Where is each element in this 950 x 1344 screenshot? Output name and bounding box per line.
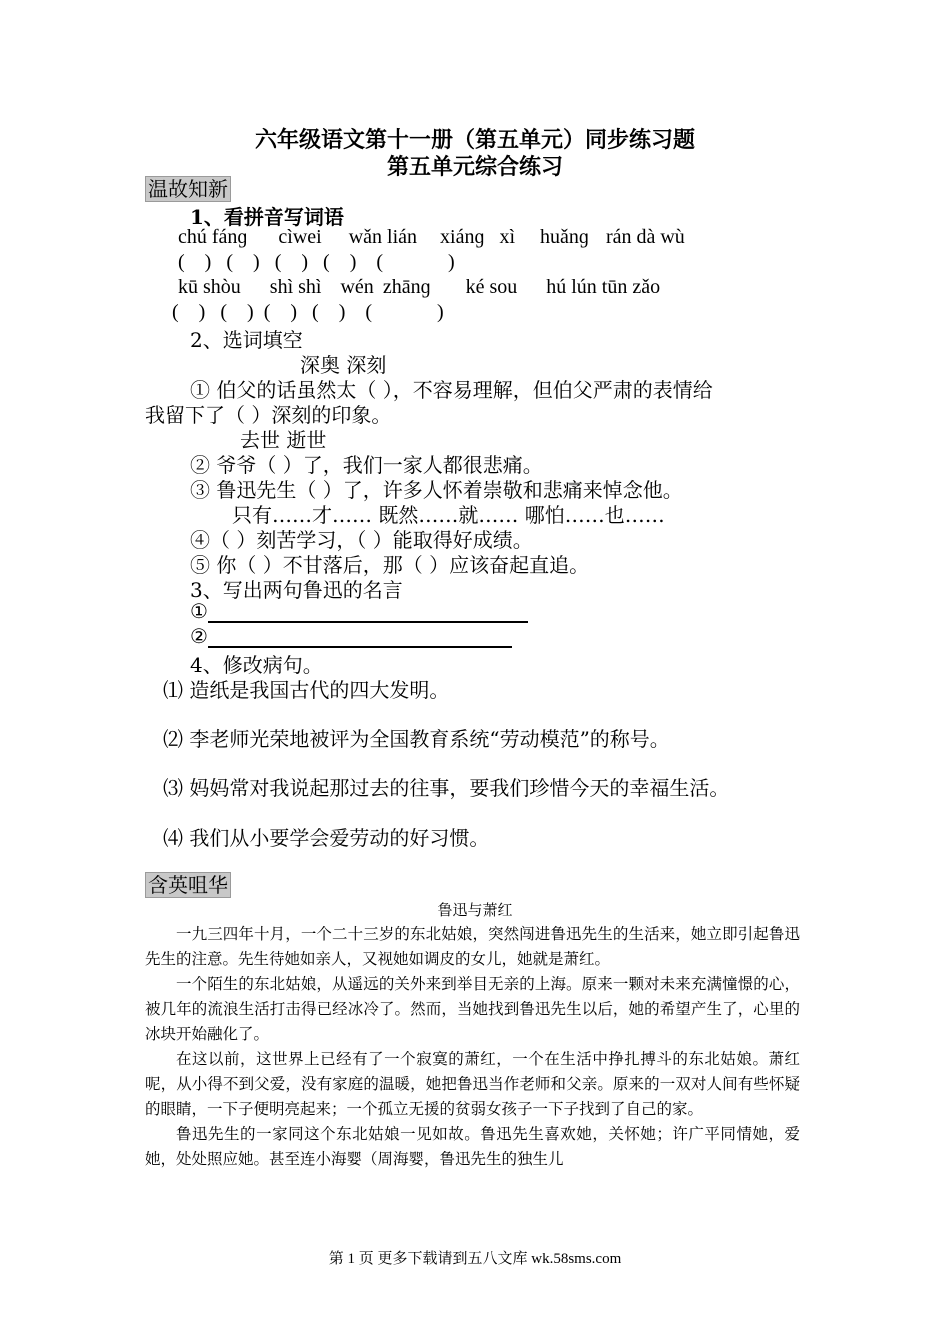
doc-subtitle: 第五单元综合练习 <box>386 154 563 180</box>
answer-blank[interactable]: ( ) <box>226 251 260 273</box>
pinyin-row-1 <box>178 226 685 249</box>
answer-blank[interactable]: ( ) <box>263 301 298 323</box>
answer-blank[interactable]: ( ) <box>178 251 212 273</box>
pinyin-word: huǎnɡ <box>540 226 589 248</box>
q1-heading: 1、看拼音写词语 <box>190 205 344 229</box>
word-choice-group: 去世 逝世 <box>240 428 327 452</box>
item-marker: ① <box>190 599 208 623</box>
answer-blank[interactable]: ( ) <box>365 301 444 323</box>
pinyin-word: rán dà wù <box>605 226 685 248</box>
pinyin-word: hú lún tūn zǎo <box>546 276 661 298</box>
sentence-to-correct: ⑷ 我们从小要学会爱劳动的好习惯。 <box>163 826 490 850</box>
sentence-to-correct: ⑵ 李老师光荣地被评为全国教育系统“劳动模范”的称号。 <box>163 727 670 751</box>
pinyin-word: chú fánɡ <box>178 226 248 248</box>
answer-blank[interactable]: ( ) <box>312 301 346 323</box>
pinyin-word: kū shòu <box>178 276 241 298</box>
reading-passage <box>145 922 800 1172</box>
sentence-to-correct: ⑶ 妈妈常对我说起那过去的往事，要我们珍惜今天的幸福生活。 <box>163 776 730 800</box>
answer-underline[interactable] <box>208 603 528 623</box>
answer-blank[interactable]: ( ) <box>172 301 206 323</box>
passage-paragraph: 在这以前，这世界上已经有了一个寂寞的萧红，一个在生活中挣扎搏斗的东北姑娘。萧红呢，从小得不到父爱，没有家庭的温暖，她把鲁迅当作老师和父亲。原来的一双对人间有些怀疑的眼睛，一下子便明亮起来；一个孤立无援的贫弱女孩子一下子找到了自己的家。 <box>145 1050 800 1118</box>
sentence-to-correct: ⑴ 造纸是我国古代的四大发明。 <box>163 678 450 702</box>
passage-paragraph: 一九三四年十月，一个二十三岁的东北姑娘，突然闯进鲁迅先生的生活来，她立即引起鲁迅先生的注意。先生待她如亲人，又视她如调皮的女儿，她就是萧红。 <box>145 925 800 968</box>
fill-in-item: ③ 鲁迅先生（ ）了，许多人怀着崇敬和悲痛来悼念他。 <box>190 478 683 502</box>
pinyin-word: wén <box>340 276 374 298</box>
pinyin-word: wǎn lián <box>348 226 418 248</box>
pinyin-word: ké sou <box>465 276 518 298</box>
word-choice-group: 深奥 深刻 <box>300 353 387 377</box>
pinyin-word: shì shì <box>269 276 322 298</box>
pinyin-word: xì <box>499 226 516 248</box>
answer-blank[interactable]: ( ) <box>376 251 455 273</box>
doc-title: 六年级语文第十一册（第五单元）同步练习题 <box>254 127 695 153</box>
answer-blank[interactable]: ( ) <box>220 301 254 323</box>
pinyin-word: zhānɡ <box>382 276 431 298</box>
passage-title: 鲁迅与萧红 <box>437 901 513 919</box>
section-label-reading: 含英咀华 <box>145 872 231 898</box>
passage-paragraph: 一个陌生的东北姑娘，从遥远的关外来到举目无亲的上海。原来一颗对未来充满憧憬的心，被几年的流浪生活打击得已经冰冷了。然而，当她找到鲁迅先生以后，她的希望产生了，心里的冰块开始融化了。 <box>145 975 800 1043</box>
item-marker: ② <box>190 624 208 648</box>
answer-blanks-row-2 <box>172 301 444 324</box>
answer-underline[interactable] <box>208 628 512 648</box>
fill-in-item: ④（ ）刻苦学习，（ ）能取得好成绩。 <box>190 528 533 552</box>
answer-blanks-row-1 <box>178 251 455 274</box>
quote-answer-line-2[interactable] <box>190 624 512 648</box>
section-label-review: 温故知新 <box>145 176 231 202</box>
q3-heading: 3、写出两句鲁迅的名言 <box>190 578 403 602</box>
answer-blank[interactable]: ( ) <box>274 251 309 273</box>
fill-in-item: ⑤ 你（ ）不甘落后，那（ ）应该奋起直追。 <box>190 553 590 577</box>
fill-in-item: ② 爷爷（ ）了，我们一家人都很悲痛。 <box>190 453 543 477</box>
pinyin-word: cìwei <box>278 226 322 248</box>
answer-blank[interactable]: ( ) <box>323 251 357 273</box>
fill-in-item-continued: 我留下了（ ）深刻的印象。 <box>145 403 392 427</box>
fill-in-item: ① 伯父的话虽然太（ ），不容易理解，但伯父严肃的表情给 <box>190 378 713 402</box>
passage-paragraph: 鲁迅先生的一家同这个东北姑娘一见如故。鲁迅先生喜欢她，关怀她；许广平同情她，爱她，处处照应她。甚至连小海婴（周海婴，鲁迅先生的独生儿 <box>145 1125 800 1168</box>
conjunction-choice-group: 只有……才…… 既然……就…… 哪怕……也…… <box>232 503 665 527</box>
page-footer: 第 1 页 更多下载请到五八文库 wk.58sms.com <box>328 1251 622 1267</box>
q2-heading: 2、选词填空 <box>190 328 303 352</box>
q4-heading: 4、修改病句。 <box>190 653 323 677</box>
quote-answer-line-1[interactable] <box>190 599 528 623</box>
pinyin-word: xiánɡ <box>440 226 485 248</box>
pinyin-row-2 <box>178 276 660 299</box>
